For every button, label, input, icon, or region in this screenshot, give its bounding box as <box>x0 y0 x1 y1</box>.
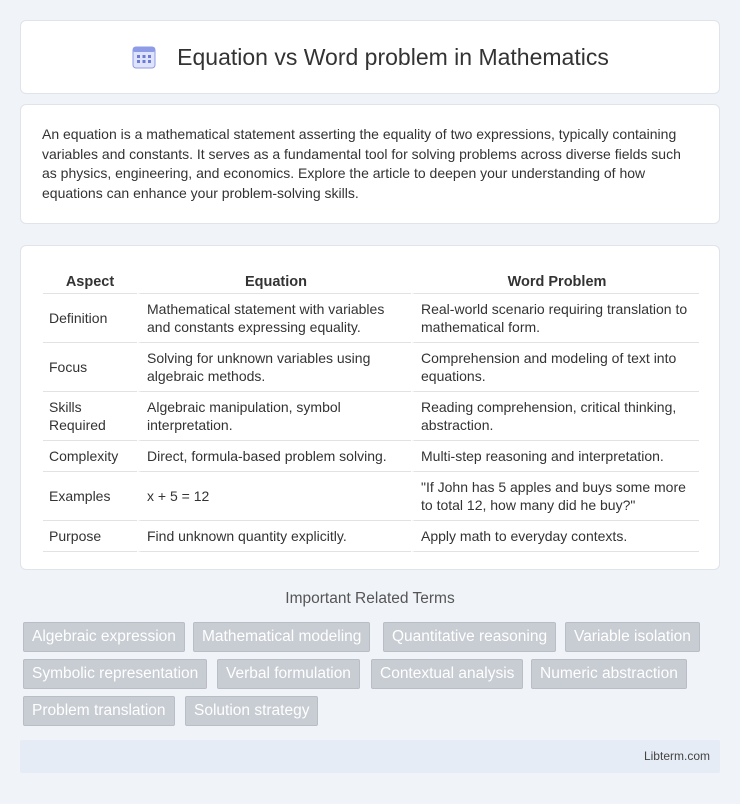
related-terms-title: Important Related Terms <box>285 590 455 607</box>
row-word-problem: Real-world scenario requiring translation to mathematical form. <box>411 294 699 343</box>
row-equation: Solving for unknown variables using algebraic methods. <box>137 343 411 392</box>
table-row <box>43 441 699 472</box>
table-row <box>43 343 699 392</box>
table-row <box>43 521 699 552</box>
related-term-tag[interactable]: Contextual analysis <box>371 659 523 689</box>
row-aspect: Focus <box>43 343 137 392</box>
row-word-problem: Reading comprehension, critical thinking, abstraction. <box>411 392 699 441</box>
related-term-tag[interactable]: Solution strategy <box>185 696 318 726</box>
comparison-table-card <box>20 245 720 570</box>
table-row <box>43 392 699 441</box>
calendar-grid-icon <box>131 44 157 70</box>
row-aspect: Purpose <box>43 521 137 552</box>
row-word-problem: Apply math to everyday contexts. <box>411 521 699 552</box>
intro-text: An equation is a mathematical statement asserting the equality of two expressions, typically containing variables and constants. It serves as a fundamental tool for solving problems across diverse fields such as physics, engineering, and economics. Explore the article to deepen your understanding of how equations can enhance your problem-solving skills. <box>42 126 681 201</box>
table-row <box>43 294 699 343</box>
related-term-tag[interactable]: Quantitative reasoning <box>383 622 556 652</box>
header-aspect: Aspect <box>43 264 137 294</box>
row-equation: Algebraic manipulation, symbol interpretation. <box>137 392 411 441</box>
related-term-tag[interactable]: Algebraic expression <box>23 622 185 652</box>
intro-card <box>20 104 720 224</box>
related-term-tag[interactable]: Variable isolation <box>565 622 700 652</box>
row-aspect: Examples <box>43 472 137 521</box>
related-term-tag[interactable]: Symbolic representation <box>23 659 207 689</box>
row-word-problem: "If John has 5 apples and buys some more to total 12, how many did he buy?" <box>411 472 699 521</box>
table-header-row <box>43 264 699 294</box>
row-word-problem: Comprehension and modeling of text into equations. <box>411 343 699 392</box>
related-term-tag[interactable]: Verbal formulation <box>217 659 360 689</box>
header-equation: Equation <box>137 264 411 294</box>
related-term-tag[interactable]: Problem translation <box>23 696 175 726</box>
row-equation: Direct, formula-based problem solving. <box>137 441 411 472</box>
header-card <box>20 20 720 94</box>
row-equation: x + 5 = 12 <box>137 472 411 521</box>
related-term-tag[interactable]: Numeric abstraction <box>531 659 687 689</box>
footer <box>20 740 720 773</box>
row-equation: Mathematical statement with variables and constants expressing equality. <box>137 294 411 343</box>
row-word-problem: Multi-step reasoning and interpretation. <box>411 441 699 472</box>
related-term-tag[interactable]: Mathematical modeling <box>193 622 370 652</box>
page-title: Equation vs Word problem in Mathematics <box>177 43 609 70</box>
header-word-problem: Word Problem <box>411 264 699 294</box>
row-aspect: Skills Required <box>43 392 137 441</box>
comparison-table <box>43 264 699 552</box>
row-aspect: Complexity <box>43 441 137 472</box>
row-aspect: Definition <box>43 294 137 343</box>
footer-brand-link[interactable]: Libterm.com <box>643 749 710 763</box>
table-row <box>43 472 699 521</box>
row-equation: Find unknown quantity explicitly. <box>137 521 411 552</box>
